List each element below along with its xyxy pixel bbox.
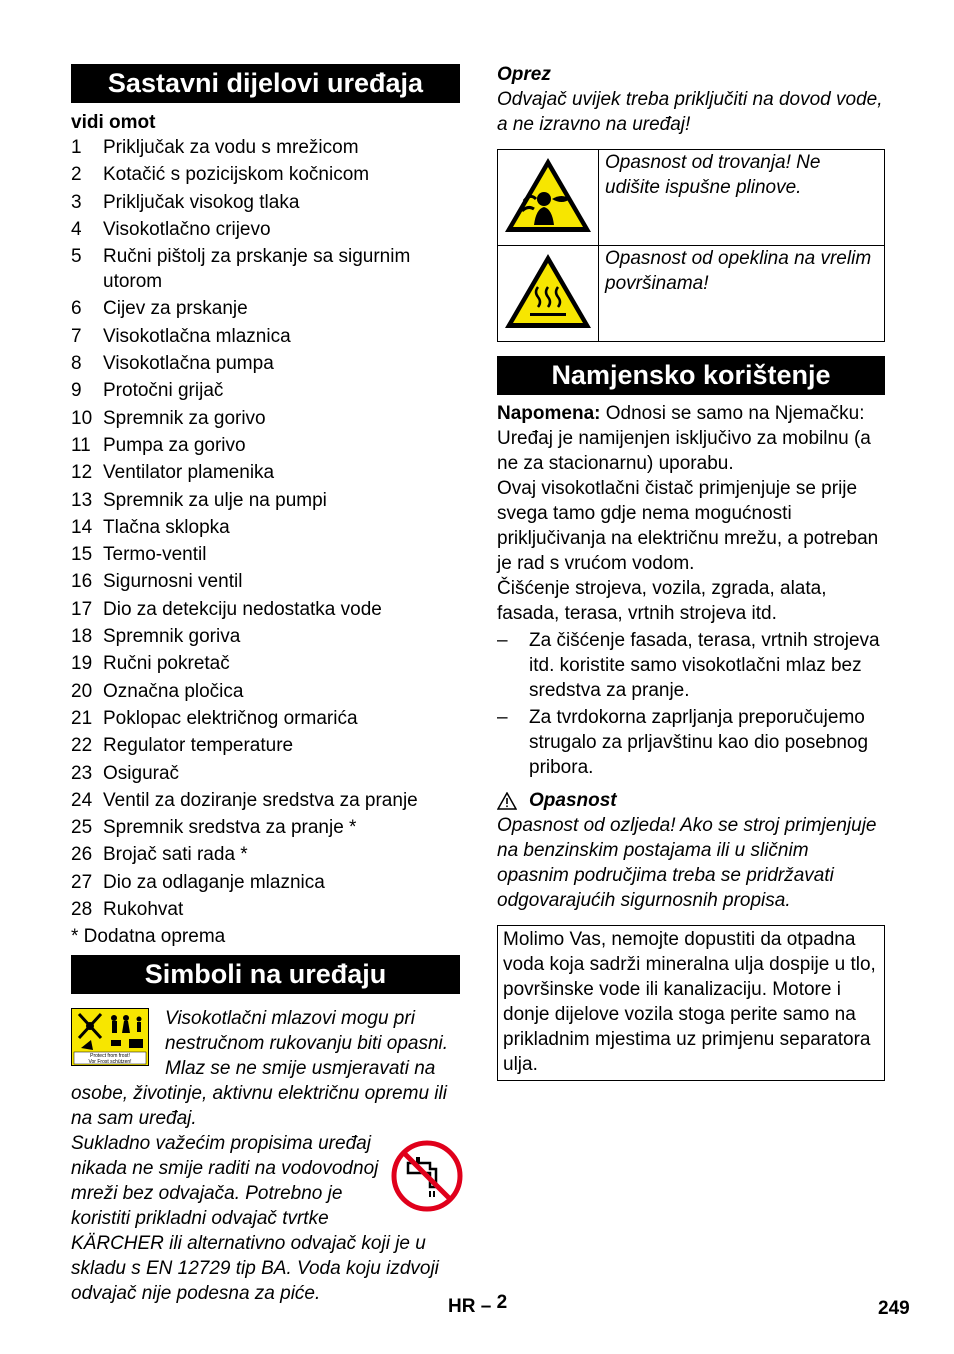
warning-row-burn bbox=[498, 246, 885, 342]
part-label: Ručni pištolj za prskanje sa sigurnim utorom bbox=[103, 246, 411, 293]
part-number: 23 bbox=[71, 762, 93, 784]
parts-list-item bbox=[71, 460, 460, 485]
part-label: Spremnik za gorivo bbox=[103, 407, 266, 429]
frost-warning-label-icon bbox=[71, 1008, 149, 1066]
part-label: Ručni pokretač bbox=[103, 653, 230, 675]
warning-row-poison bbox=[498, 150, 885, 246]
part-number: 10 bbox=[71, 407, 93, 429]
intended-use-paragraph-1: Ovaj visokotlačni čistač primjenjuje se prije svega tamo gdje nema mogućnosti priključivanja na električnu mrežu, a potreban je rad s vrućom vodom. bbox=[497, 478, 879, 574]
dash-marker: – bbox=[497, 707, 508, 728]
note-text: Odnosi se samo na Njemačku: Uređaj je namijenjen isključivo za mobilnu (a ne za stacionarnu) uporabu. bbox=[497, 403, 871, 474]
parts-list-item bbox=[71, 651, 460, 676]
right-column bbox=[497, 62, 885, 1081]
parts-list-item bbox=[71, 897, 460, 922]
part-label: Spremnik za ulje na pumpi bbox=[103, 489, 327, 511]
parts-list-item bbox=[71, 244, 460, 294]
part-number: 9 bbox=[71, 380, 82, 402]
part-label: Poklopac električnog ormarića bbox=[103, 707, 358, 729]
part-label: Spremnik goriva bbox=[103, 626, 241, 648]
parts-list-item bbox=[71, 542, 460, 567]
footnote: * Dodatna oprema bbox=[71, 926, 226, 948]
part-number: 12 bbox=[71, 462, 93, 484]
danger-text: Opasnost od ozljeda! Ako se stroj primjenjuje na benzinskim postajama ili u sličnim opasnim područjima treba se pridržavati odgovarajućih sigurnosnih propisa. bbox=[497, 815, 877, 911]
left-column bbox=[71, 64, 460, 1306]
part-label: Regulator temperature bbox=[103, 735, 294, 757]
footer-language-code bbox=[448, 1292, 508, 1318]
note-label: Napomena: bbox=[497, 403, 601, 424]
part-label: Dio za detekciju nedostatka vode bbox=[103, 598, 382, 620]
see-cover-label: vidi omot bbox=[71, 112, 156, 133]
part-number: 7 bbox=[71, 325, 82, 347]
usage-dash-list bbox=[497, 628, 885, 780]
part-label: Protočni grijač bbox=[103, 380, 224, 402]
dash-list-item bbox=[497, 705, 885, 780]
part-label: Priključak visokog tlaka bbox=[103, 191, 300, 213]
parts-list-item bbox=[71, 679, 460, 704]
part-number: 18 bbox=[71, 626, 93, 648]
parts-list-item bbox=[71, 406, 460, 431]
parts-list-item bbox=[71, 488, 460, 513]
part-label: Dio za odlaganje mlaznica bbox=[103, 871, 325, 893]
part-number: 3 bbox=[71, 191, 82, 213]
parts-list-item bbox=[71, 433, 460, 458]
environment-notice-box: Molimo Vas, nemojte dopustiti da otpadna voda koja sadrži mineralna ulja dospije u tlo, površinske vode ili kanalizaciju. Motore i donje dijelove vozila stoga perite samo na prikladnim mjestima uz primjenu separatora ulja. bbox=[497, 925, 885, 1081]
part-label: Tlačna sklopka bbox=[103, 516, 230, 538]
footer-lang: HR bbox=[448, 1296, 476, 1317]
caution-text: Odvajač uvijek treba priključiti na dovod vode, a ne izravno na uređaj! bbox=[497, 89, 883, 135]
part-label: Označna pločica bbox=[103, 680, 244, 702]
part-number: 2 bbox=[71, 164, 82, 186]
parts-list-item bbox=[71, 162, 460, 187]
parts-list-item bbox=[71, 296, 460, 321]
part-number: 14 bbox=[71, 516, 93, 538]
part-number: 22 bbox=[71, 735, 93, 757]
part-number: 8 bbox=[71, 353, 82, 375]
symbols-text-separator: Sukladno važećim propisima uređaj nikada ne smije raditi na vodovodnoj mreži bez odvajača. Potrebno je koristiti prikladni odvajač tvrtke KÄRCHER ili alternativno odvajač koji je u skladu s EN 12729 tip BA. Voda koju izdvoji odvajač nije podesna za piće. bbox=[71, 1133, 439, 1305]
section-heading-intended-use: Namjensko korištenje bbox=[497, 356, 885, 395]
part-number: 24 bbox=[71, 789, 93, 811]
section-heading-symbols: Simboli na uređaju bbox=[71, 955, 460, 994]
part-label: Ventilator plamenika bbox=[103, 462, 275, 484]
hot-surface-warning-icon bbox=[502, 251, 594, 331]
part-number: 5 bbox=[71, 246, 82, 268]
footer-section-number: 2 bbox=[496, 1292, 508, 1313]
warning-text-burn: Opasnost od opeklina na vrelim površinama! bbox=[599, 246, 885, 342]
parts-list-item bbox=[71, 624, 460, 649]
part-label: Visokotlačno crijevo bbox=[103, 218, 271, 240]
toxic-gas-warning-icon bbox=[502, 155, 594, 235]
part-label: Spremnik sredstva za pranje * bbox=[103, 817, 357, 839]
part-number: 16 bbox=[71, 571, 93, 593]
part-number: 21 bbox=[71, 707, 93, 729]
dash-list-item bbox=[497, 628, 885, 703]
part-number: 6 bbox=[71, 298, 82, 320]
part-label: Priključak za vodu s mrežicom bbox=[103, 137, 359, 158]
caution-title: Oprez bbox=[497, 64, 551, 85]
parts-list-item bbox=[71, 733, 460, 758]
parts-list-item bbox=[71, 706, 460, 731]
part-number: 11 bbox=[71, 434, 91, 456]
parts-list-item bbox=[71, 870, 460, 895]
frost-label-line1: Protect from frost! bbox=[90, 1053, 130, 1060]
warning-cell-icon bbox=[498, 150, 599, 246]
part-label: Pumpa za gorivo bbox=[103, 434, 246, 456]
part-label: Sigurnosni ventil bbox=[103, 571, 243, 593]
parts-list-item bbox=[71, 597, 460, 622]
parts-list-item bbox=[71, 515, 460, 540]
note-paragraph bbox=[497, 401, 885, 476]
parts-list-item bbox=[71, 761, 460, 786]
symbols-block bbox=[71, 1006, 460, 1306]
warning-text-poison: Opasnost od trovanja! Ne udišite ispušne plinove. bbox=[599, 150, 885, 246]
part-number: 27 bbox=[71, 871, 93, 893]
dash-marker: – bbox=[497, 630, 508, 651]
part-label: Ventil za doziranje sredstva za pranje bbox=[103, 789, 418, 811]
warning-triangle-icon bbox=[497, 792, 517, 810]
parts-list-item bbox=[71, 190, 460, 215]
part-label: Kotačić s pozicijskom kočnicom bbox=[103, 164, 370, 186]
part-label: Termo-ventil bbox=[103, 544, 207, 566]
frost-label-line2: Vor Frost schützen! bbox=[88, 1059, 132, 1066]
warning-cell-icon bbox=[498, 246, 599, 342]
parts-list-item bbox=[71, 351, 460, 376]
parts-list bbox=[71, 135, 460, 922]
no-water-mains-icon bbox=[390, 1139, 464, 1213]
part-label: Visokotlačna pumpa bbox=[103, 353, 274, 375]
section-heading-components: Sastavni dijelovi uređaja bbox=[71, 64, 460, 103]
parts-list-item bbox=[71, 324, 460, 349]
warning-table bbox=[497, 149, 885, 342]
part-number: 13 bbox=[71, 489, 93, 511]
danger-title: Opasnost bbox=[529, 790, 617, 811]
parts-list-item bbox=[71, 569, 460, 594]
part-number: 17 bbox=[71, 598, 93, 620]
parts-list-item bbox=[71, 815, 460, 840]
part-number: 26 bbox=[71, 844, 93, 866]
part-number: 4 bbox=[71, 218, 82, 240]
part-number: 1 bbox=[71, 137, 82, 158]
part-number: 28 bbox=[71, 899, 93, 921]
part-label: Visokotlačna mlaznica bbox=[103, 325, 291, 347]
parts-list-item bbox=[71, 378, 460, 403]
parts-list-item bbox=[71, 842, 460, 867]
part-number: 15 bbox=[71, 544, 93, 566]
part-label: Rukohvat bbox=[103, 899, 184, 921]
part-number: 19 bbox=[71, 653, 93, 675]
part-label: Brojač sati rada * bbox=[103, 844, 248, 866]
part-label: Osigurač bbox=[103, 762, 180, 784]
dash-item-text: Za čišćenje fasada, terasa, vrtnih strojeva itd. koristite samo visokotlačni mlaz bez sredstva za pranje. bbox=[529, 630, 880, 701]
page-number: 249 bbox=[878, 1298, 910, 1319]
part-label: Cijev za prskanje bbox=[103, 298, 248, 320]
danger-heading bbox=[497, 788, 885, 813]
dash-item-text: Za tvrdokorna zaprljanja preporučujemo strugalo za prljavštinu kao dio posebnog pribora. bbox=[529, 707, 869, 778]
parts-list-item bbox=[71, 135, 460, 160]
intended-use-paragraph-2: Čišćenje strojeva, vozila, zgrada, alata, fasada, terasa, vrtnih strojeva itd. bbox=[497, 578, 827, 624]
parts-list-item bbox=[71, 217, 460, 242]
part-number: 20 bbox=[71, 680, 93, 702]
footer-dash: – bbox=[480, 1296, 492, 1317]
parts-list-item bbox=[71, 788, 460, 813]
symbols-text-jets: Visokotlačni mlazovi mogu pri nestručnom rukovanju biti opasni. Mlaz se ne smije usmjeravati na osobe, životinje, aktivnu električnu opremu ili na sam uređaj. bbox=[71, 1008, 449, 1130]
part-number: 25 bbox=[71, 817, 93, 839]
